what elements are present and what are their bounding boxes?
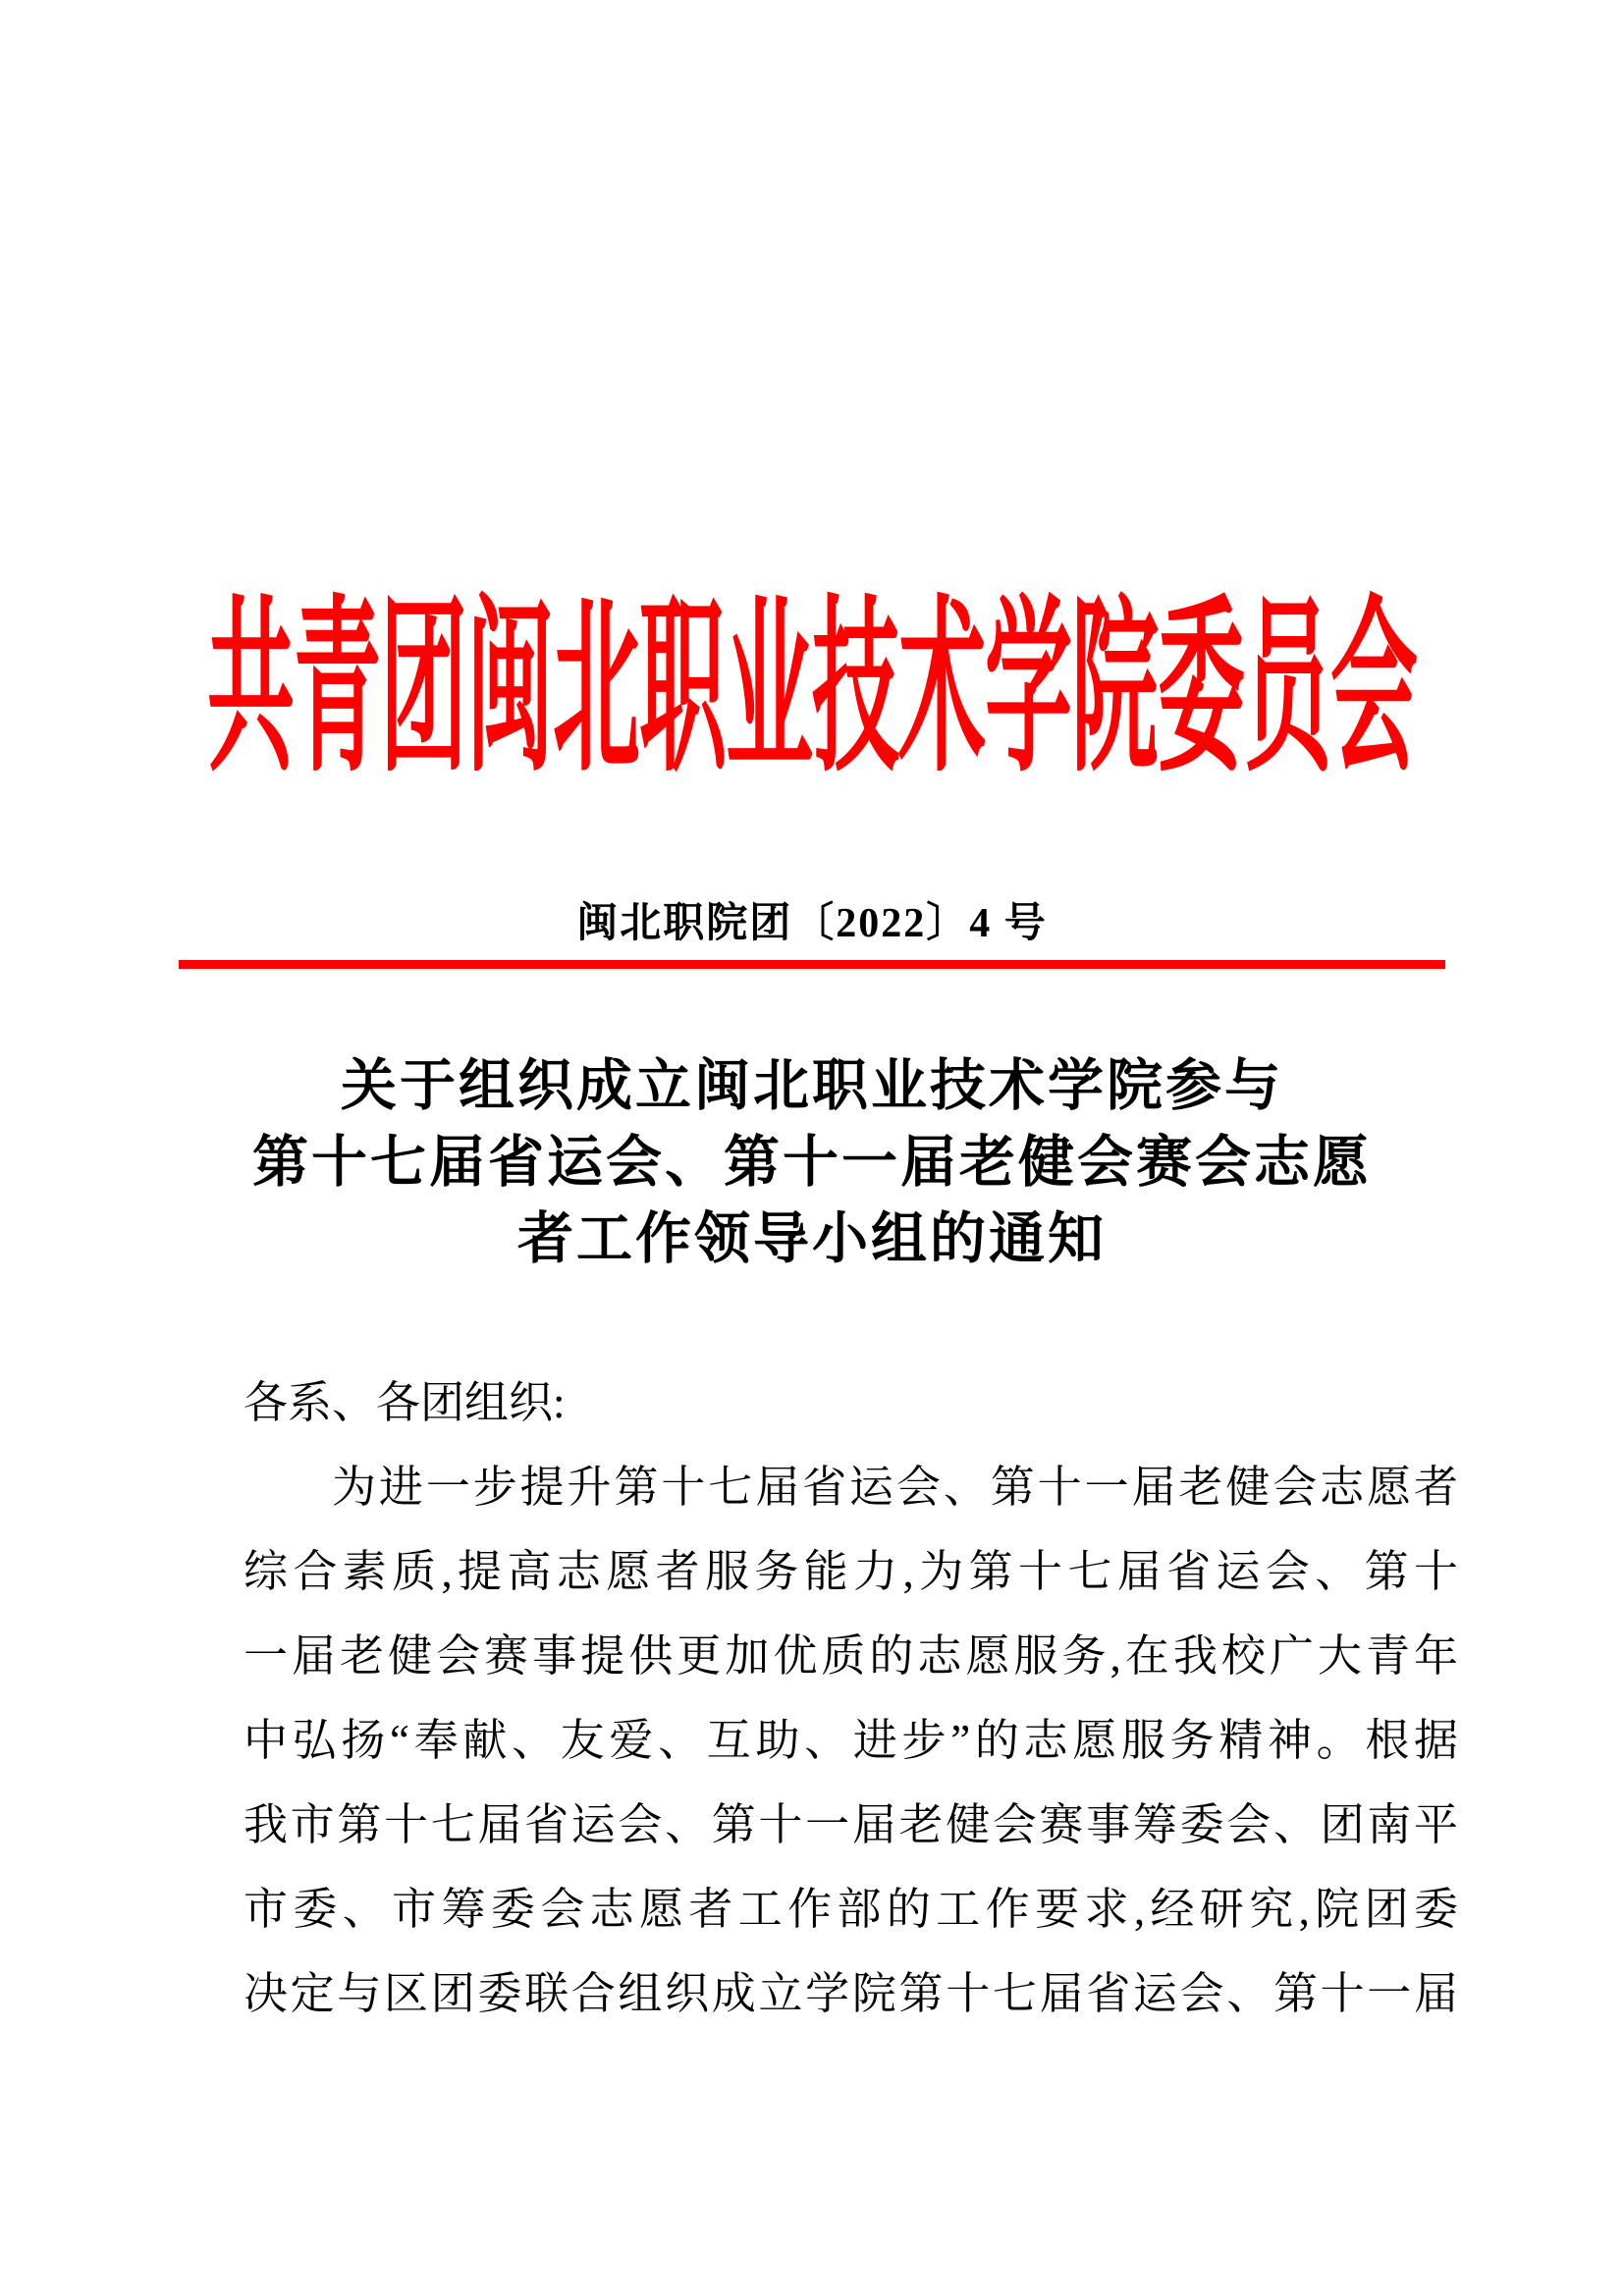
red-header-masthead [0, 587, 1624, 797]
body-paragraph-line: 综合素质,提高志愿者服务能力,为第十七届省运会、第十 [244, 1547, 1458, 1596]
body-paragraph-line: 市委、市筹委会志愿者工作部的工作要求,经研究,院团委 [244, 1885, 1458, 1934]
notice-title-line-2: 第十七届省运会、第十一届老健会赛会志愿 [252, 1132, 1372, 1194]
notice-title-line-3: 者工作领导小组的通知 [517, 1208, 1107, 1270]
body-paragraph-line: 中弘扬“奉献、友爱、互助、进步”的志愿服务精神。根据 [244, 1716, 1458, 1765]
red-separator-line [179, 960, 1445, 969]
organization-title: 共青团闽北职业技术学院委员会 [207, 587, 1417, 795]
body-paragraph-line: 决定与区团委联合组织成立学院第十七届省运会、第十一届 [244, 1969, 1458, 2018]
body-paragraph-line: 一届老健会赛事提供更加优质的志愿服务,在我校广大青年 [244, 1631, 1458, 1681]
salutation-line: 各系、各团组织: [244, 1378, 566, 1427]
notice-title-line-1: 关于组织成立闽北职业技术学院参与 [341, 1055, 1283, 1117]
body-paragraph-line: 我市第十七届省运会、第十一届老健会赛事筹委会、团南平 [244, 1800, 1458, 1849]
document-number: 闽北职院团〔2022〕4 号 [576, 901, 1048, 946]
notice-title [98, 1048, 1526, 1278]
body-paragraph-line: 为进一步提升第十七届省运会、第十一届老健会志愿者 [332, 1463, 1458, 1512]
notice-body [244, 1361, 1458, 2036]
